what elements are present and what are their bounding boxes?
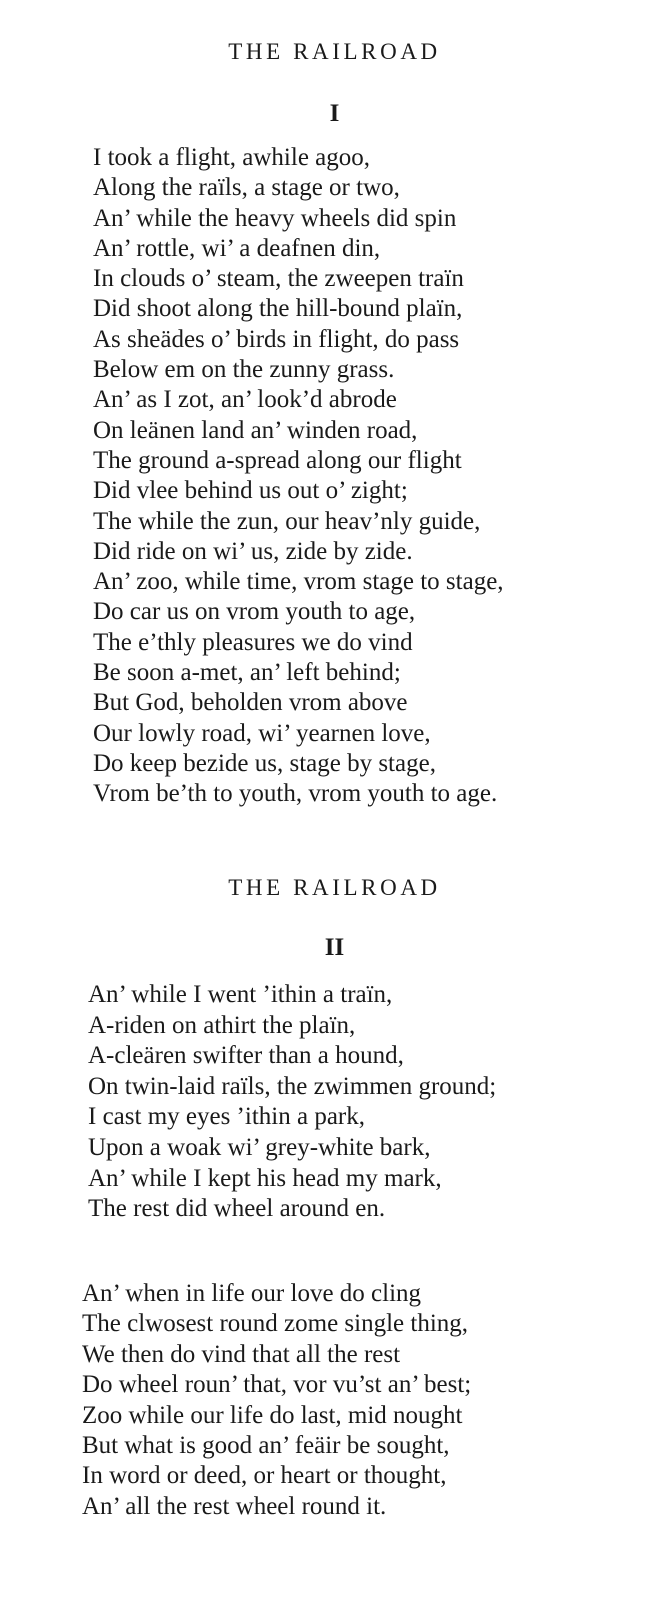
poem-line: A-riden on athirt the plaïn, bbox=[88, 1011, 356, 1039]
poem-line: Vrom be’th to youth, vrom youth to age. bbox=[93, 780, 498, 808]
poem-line: I cast my eyes ’ithin a park, bbox=[88, 1103, 365, 1131]
poem-title: THE RAILROAD bbox=[228, 39, 441, 64]
stanza bbox=[82, 1279, 471, 1522]
poem-line: The clwosest round zome single thing, bbox=[82, 1310, 469, 1338]
poem-line: Be soon a-met, an’ left behind; bbox=[93, 659, 401, 687]
poem-line: On leänen land an’ winden road, bbox=[93, 416, 418, 444]
poem-line: We then do vind that all the rest bbox=[82, 1340, 401, 1368]
poem-line: In word or deed, or heart or thought, bbox=[82, 1462, 447, 1490]
poem-line: An’ as I zot, an’ look’d abrode bbox=[93, 386, 397, 414]
poem-line: Did ride on wi’ us, zide by zide. bbox=[93, 537, 413, 565]
poem-line: In clouds o’ steam, the zweepen traïn bbox=[93, 265, 464, 293]
poem-title: THE RAILROAD bbox=[228, 875, 441, 900]
poem-line: The e’thly pleasures we do vind bbox=[93, 628, 413, 656]
poem-line: On twin-laid raïls, the zwimmen ground; bbox=[88, 1072, 497, 1100]
section-numeral: I bbox=[329, 100, 340, 127]
poem-line: Do keep bezide us, stage by stage, bbox=[93, 749, 436, 777]
poem-line: An’ while I kept his head my mark, bbox=[88, 1164, 442, 1192]
poem-line: A-cleären swifter than a hound, bbox=[88, 1042, 404, 1070]
poem-line: An’ while I went ’ithin a traïn, bbox=[88, 981, 393, 1008]
poem-line: The ground a-spread along our flight bbox=[93, 446, 462, 474]
poem-line: Below em on the zunny grass. bbox=[93, 356, 395, 384]
poem-line: Did shoot along the hill-bound plaïn, bbox=[93, 295, 463, 323]
poem-line: As sheädes o’ birds in flight, do pass bbox=[93, 325, 460, 353]
poem-line: An’ all the rest wheel round it. bbox=[82, 1492, 387, 1520]
poem-line: Our lowly road, wi’ yearnen love, bbox=[93, 719, 431, 747]
poem-line: The rest did wheel around en. bbox=[88, 1195, 386, 1223]
poem-line: An’ while the heavy wheels did spin bbox=[93, 204, 457, 232]
poem-line: But what is good an’ feäir be sought, bbox=[82, 1432, 450, 1460]
poem-line: The while the zun, our heav’nly guide, bbox=[93, 507, 481, 535]
poem-line: But God, beholden vrom above bbox=[93, 689, 408, 717]
poem-line: Along the raïls, a stage or two, bbox=[93, 174, 400, 202]
poem-line: Do wheel roun’ that, vor vu’st an’ best; bbox=[82, 1371, 472, 1399]
poem-line: Zoo while our life do last, mid nought bbox=[82, 1401, 463, 1429]
stanza bbox=[93, 143, 504, 810]
section-numeral: II bbox=[324, 934, 345, 961]
poem-line: An’ zoo, while time, vrom stage to stage, bbox=[93, 568, 504, 596]
stanza bbox=[88, 980, 496, 1225]
poem-line: Upon a woak wi’ grey-white bark, bbox=[88, 1133, 431, 1161]
poem-line: Do car us on vrom youth to age, bbox=[93, 598, 416, 626]
poem-line: An’ when in life our love do cling bbox=[82, 1280, 422, 1307]
poem-line: Did vlee behind us out o’ zight; bbox=[93, 477, 408, 505]
poem-line: I took a flight, awhile agoo, bbox=[93, 144, 371, 171]
poem-line: An’ rottle, wi’ a deafnen din, bbox=[93, 234, 381, 262]
